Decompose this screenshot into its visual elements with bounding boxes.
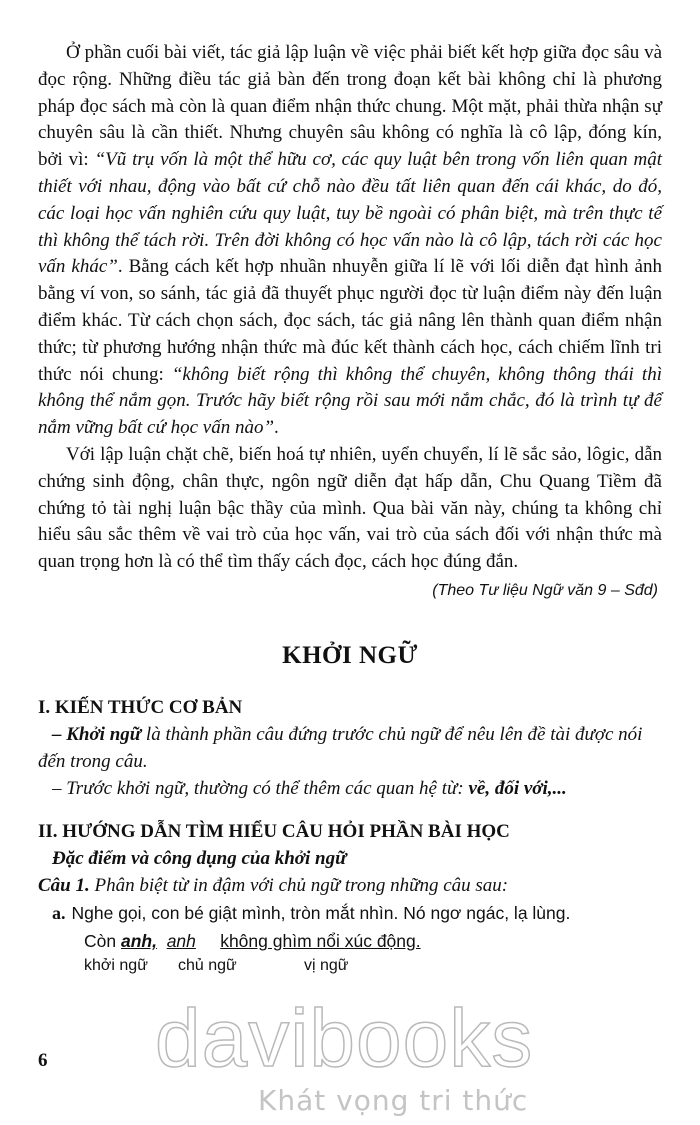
note-text: – Trước khởi ngữ, thường có thể thêm các quan hệ từ: — [52, 777, 469, 799]
question-text: Phân biệt từ in đậm với chủ ngữ trong những câu sau: — [89, 874, 509, 896]
para1-text-c: . — [274, 417, 279, 439]
label-topic: khởi ngữ — [84, 956, 148, 974]
example-a-line-2 — [84, 927, 662, 955]
quote-universe: “Vũ trụ vốn là một thể hữu cơ, các quy luật bên trong vốn liên quan mật thiết với nhau, động vào bất cứ chỗ nào đều tất liên quan đến cái khác, do đó, các loại học vấn nghiên cứu quy luật, tuy bề ngoài có phân biệt, mà trên thực tế thì không thể tách rời. Trên đời không có học vấn nào là cô lập, tách rời các học vấn khác” — [38, 149, 663, 278]
label-predicate: vị ngữ — [304, 956, 349, 974]
watermark-slogan: Khát vọng tri thức — [258, 1084, 529, 1117]
example-con: Còn — [84, 930, 121, 951]
example-predicate: không ghìm nổi xúc động. — [220, 930, 421, 951]
example-subject-word: anh — [166, 930, 196, 951]
paragraph-reading-method — [38, 40, 662, 442]
para1-text-a: Ở phần cuối bài viết, tác giả lập luận về việc phải biết kết hợp giữa đọc sâu và đọc rộng. Những điều tác giả bàn đến trong đoạn kết bài không chỉ là phương pháp đọc sách mà còn là quan điểm nhận thức chung. Một mặt, phải thừa nhận sự chuyên sâu là cần thiết. Nhưng chuyên sâu không có nghĩa là cô lập, đóng kín, bởi vì: — [38, 42, 662, 171]
example-topic-word: anh, — [120, 930, 157, 951]
note-line — [38, 775, 662, 802]
lesson-title: KHỞI NGỮ — [282, 641, 418, 669]
example-label: a. — [52, 902, 66, 923]
question-1 — [38, 872, 662, 899]
definition-text: là thành phần câu đứng trước chủ ngữ để nêu lên đề tài được nói đến trong câu. — [38, 723, 643, 772]
quote-learning-order: “không biết rộng thì không thể chuyên, không thông thái thì không thể nắm gọn. Trước hãy biết rộng rồi sau mới nắm chắc, đó là trình tự để nắm vững bất cứ học vấn nào” — [38, 363, 662, 439]
label-subject: chủ ngữ — [178, 956, 237, 974]
page-content — [38, 40, 662, 983]
source-citation: (Theo Tư liệu Ngữ văn 9 – Sđd) — [432, 581, 658, 599]
section-heading-guide: II. HƯỚNG DẪN TÌM HIỂU CÂU HỎI PHẦN BÀI HỌC — [38, 820, 510, 842]
definition-term: Khởi ngữ — [66, 723, 142, 745]
example-a-line-1 — [38, 899, 662, 927]
example-sentence-1: Nghe gọi, con bé giật mình, tròn mắt nhìn. Nó ngơ ngác, lạ lùng. — [71, 902, 571, 923]
para1-text-b: . Bằng cách kết hợp nhuần nhuyễn giữa lí lẽ với lối diễn đạt hình ảnh bằng ví von, so sánh, tác giả đã thuyết phục người đọc từ luận điểm này đến luận điểm khác. Từ cách chọn sách, đọc sách, tác giả nâng lên thành quan điểm nhận thức; từ phương hướng nhận thức mà đúc kết thành cách học, cách chiếm lĩnh tri thức nói chung: — [38, 256, 662, 385]
grammar-labels — [84, 955, 662, 983]
paragraph-conclusion: Với lập luận chặt chẽ, biến hoá tự nhiên, uyển chuyển, lí lẽ sắc sảo, lôgic, dẫn chứng sinh động, chân thực, ngôn ngữ diễn đạt hấp dẫn, Chu Quang Tiềm đã chứng tỏ tài nghị luận bậc thầy của mình. Qua bài văn này, chúng ta không chỉ hiểu sâu sắc thêm về vai trò của học vấn, vai trò của sách đối với nhận thức mà quan trọng hơn là có thể tìm thấy cách đọc, cách học đúng đắn. — [38, 443, 662, 573]
watermark-brand: davibooks — [155, 993, 534, 1084]
page-number: 6 — [38, 1050, 48, 1071]
question-label: Câu 1. — [38, 874, 90, 896]
definition-dash: – — [52, 723, 67, 745]
note-relations: về, đối với,... — [468, 777, 567, 799]
subheading-features: Đặc điểm và công dụng của khởi ngữ — [52, 847, 347, 869]
definition-line — [38, 721, 662, 775]
section-heading-basic-knowledge: I. KIẾN THỨC CƠ BẢN — [38, 696, 243, 718]
